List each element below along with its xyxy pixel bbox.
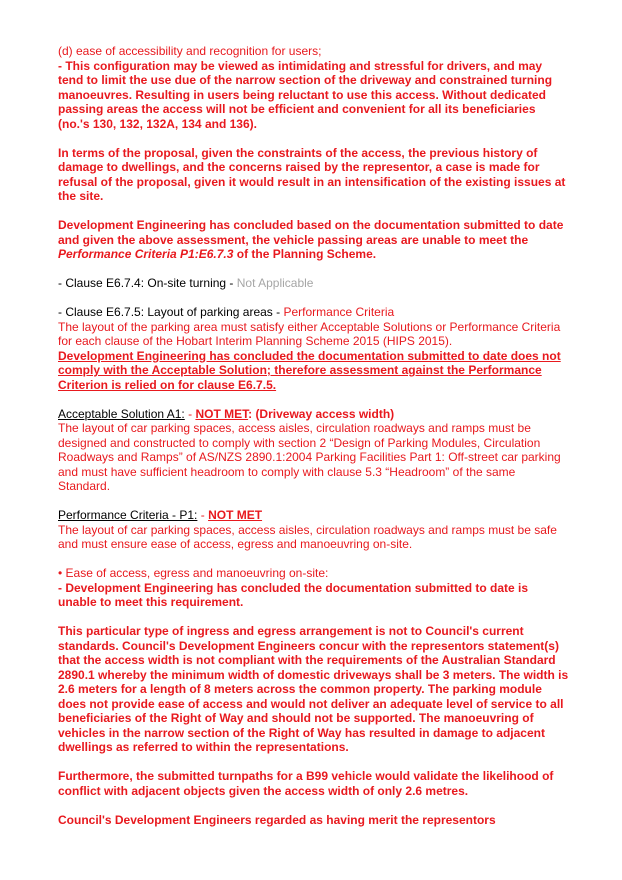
proposal-paragraph: In terms of the proposal, given the constraints of the access, the previous history of damage to dwellings, and the concerns raised by the representor, a case is made for refusal of the proposal, given it would result in an intensification of the existing issues at the site.: [58, 145, 566, 203]
spacer: [58, 755, 570, 770]
performance-criteria-sep: -: [197, 508, 209, 522]
spacer: [58, 262, 570, 277]
ease-of-access-conclusion: - Development Engineering has concluded the documentation submitted to date is unable to meet this requirement.: [58, 580, 529, 609]
acceptable-solution-sep: -: [184, 406, 196, 421]
turnpaths-paragraph: Furthermore, the submitted turnpaths for a B99 vehicle would validate the likelihood of conflict with adjacent objects given the access width of only 2.6 metres.: [58, 769, 554, 798]
spacer: [58, 610, 570, 625]
clause-e675-text: The layout of the parking area must satisfy either Acceptable Solutions or Performance Criteria for each clause of the Hobart Interim Planning Scheme 2015 (HIPS 2015).: [58, 319, 561, 348]
ease-of-access-bullet: • Ease of access, egress and manoeuvring on-site:: [58, 566, 329, 580]
spacer: [58, 494, 570, 509]
acceptable-solution-heading: [58, 407, 570, 422]
spacer: [58, 392, 570, 407]
passing-areas-conclusion: [58, 218, 570, 262]
ingress-egress-paragraph: This particular type of ingress and egress arrangement is not to Council's current standards. Council's Development Engineers concur with the representors statement(s) that the access width is not compliant with the requirements of the Australian Standard 2890.1 whereby the minimum width of domestic driveways shall be 3 meters. The width is 2.6 meters for a length of 8 meters across the common property. The parking module does not provide ease of access and would not deliver an adequate level of service to all beneficiaries of the Right of Way and should not be supported. The manoeuvring of vehicles in the narrow section of the Right of Way has resulted in damage to adjacent dwellings as referred to within the representations.: [58, 624, 569, 754]
performance-criteria-text: The layout of car parking spaces, access aisles, circulation roadways and ramps must be safe and must ensure ease of access, egress and manoeuvring on-site.: [58, 522, 557, 551]
planning-scheme-text: of the Planning Scheme.: [233, 247, 377, 261]
clause-e675-label: - Clause E6.7.5: Layout of parking areas -: [58, 305, 284, 319]
performance-criteria-heading: [58, 508, 570, 523]
acceptable-solution-label: Acceptable Solution A1:: [58, 406, 185, 421]
spacer: [58, 552, 570, 567]
spacer: [58, 798, 570, 813]
clause-e674-status: Not Applicable: [236, 276, 314, 290]
merit-paragraph: Council's Development Engineers regarded as having merit the representors: [58, 812, 496, 827]
acceptable-solution-text: The layout of car parking spaces, access aisles, circulation roadways and ramps must be designed and constructed to comply with section 2 “Design of Parking Modules, Circulation Roadways and Ramps” of AS/NZS 2890.1:2004 Parking Facilities Part 1: Off-street car parking and must have sufficient headroom to comply with clause 5.3 “Headroom” of the same Standard.: [58, 421, 561, 493]
criterion-d-heading: (d) ease of accessibility and recognition for users;: [58, 44, 322, 58]
performance-criteria-ref: Performance Criteria P1:E6.7.3: [58, 247, 234, 261]
acceptable-solution-title: : (Driveway access width): [248, 406, 395, 421]
clause-e674: [58, 276, 570, 291]
spacer: [58, 204, 570, 219]
performance-criteria-status: NOT MET: [208, 508, 263, 522]
clause-e675-conclusion: Development Engineering has concluded the documentation submitted to date does not comply with the Acceptable Solution; therefore assessment against the Performance Criterion is relied on for clause E6.7.5.: [58, 348, 561, 392]
clause-e675: [58, 305, 570, 320]
configuration-paragraph: - This configuration may be viewed as intimidating and stressful for drivers, and may tend to limit the use due of the narrow section of the driveway and constrained turning manoeuvres. Resulting in users being reluctant to use this access. Without dedicated passing areas the access will not be efficient and convenient for all its beneficiaries (no.'s 130, 132, 132A, 134 and 136).: [58, 58, 553, 131]
spacer: [58, 131, 570, 146]
document-page: [58, 44, 570, 827]
acceptable-solution-status: NOT MET: [195, 406, 249, 421]
performance-criteria-label: Performance Criteria - P1:: [58, 508, 198, 522]
clause-e675-status: Performance Criteria: [283, 305, 395, 319]
clause-e674-label: - Clause E6.7.4: On-site turning -: [58, 276, 237, 290]
spacer: [58, 291, 570, 306]
passing-conclusion-text: Development Engineering has concluded based on the documentation submitted to date and given the above assessment, the vehicle passing areas are unable to meet the: [58, 218, 564, 247]
